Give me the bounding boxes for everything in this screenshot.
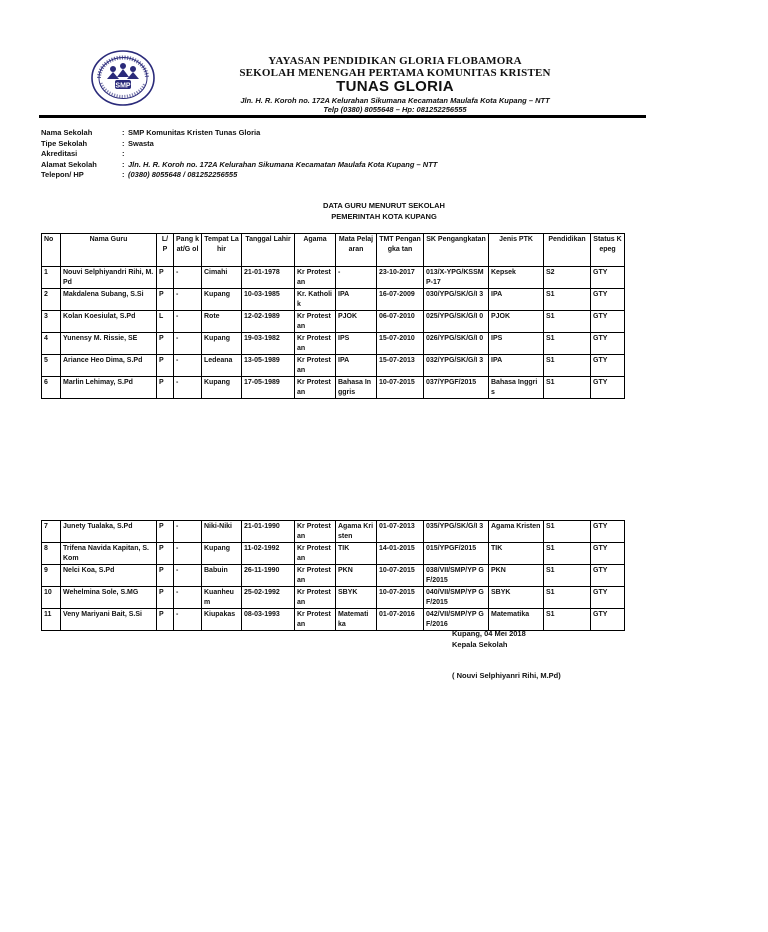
header-jenis-ptk: Jenis PTK — [489, 234, 544, 267]
cell-lp: P — [157, 333, 174, 355]
cell-jenis-ptk: IPA — [489, 355, 544, 377]
table-title: DATA GURU MENURUT SEKOLAH — [323, 201, 445, 210]
logo-text: SMP — [115, 82, 131, 90]
cell-tanggal-lahir: 12-02-1989 — [242, 311, 295, 333]
cell-no: 2 — [42, 289, 61, 311]
cell-lp: L — [157, 311, 174, 333]
cell-sk: 025/YPG/SK/G/I 0 — [424, 311, 489, 333]
cell-sk: 037/YPGF/2015 — [424, 377, 489, 399]
cell-no: 10 — [42, 587, 61, 609]
cell-status: GTY — [591, 377, 625, 399]
cell-tanggal-lahir: 21-01-1978 — [242, 267, 295, 289]
cell-pangkat: - — [174, 355, 202, 377]
cell-no: 3 — [42, 311, 61, 333]
cell-tempat-lahir: Kiupakas — [202, 609, 242, 631]
cell-agama: Kr Protestan — [295, 543, 336, 565]
cell-nama-guru: Yunensy M. Rissie, SE — [61, 333, 157, 355]
cell-status: GTY — [591, 609, 625, 631]
cell-pangkat: - — [174, 543, 202, 565]
cell-nama-guru: Trifena Navida Kapitan, S.Kom — [61, 543, 157, 565]
school-logo — [89, 49, 157, 107]
cell-tempat-lahir: Cimahi — [202, 267, 242, 289]
cell-tempat-lahir: Kupang — [202, 333, 242, 355]
cell-sk: 015/YPGF/2015 — [424, 543, 489, 565]
cell-agama: Kr. Katholik — [295, 289, 336, 311]
cell-nama-guru: Marlin Lehimay, S.Pd — [61, 377, 157, 399]
school-type: SEKOLAH MENENGAH PERTAMA KOMUNITAS KRISTEN — [239, 67, 551, 79]
cell-jenis-ptk: Kepsek — [489, 267, 544, 289]
cell-tmt: 23-10-2017 — [377, 267, 424, 289]
table-subtitle: PEMERINTAH KOTA KUPANG — [331, 212, 437, 221]
cell-tempat-lahir: Kupang — [202, 543, 242, 565]
header-tempat-lahir: Tempat Lahir — [202, 234, 242, 267]
cell-jenis-ptk: PKN — [489, 565, 544, 587]
cell-tanggal-lahir: 08-03-1993 — [242, 609, 295, 631]
table-row — [42, 289, 625, 311]
cell-lp: P — [157, 521, 174, 543]
cell-status: GTY — [591, 587, 625, 609]
header-no: No — [42, 234, 61, 267]
info-colon: : — [122, 149, 125, 158]
cell-nama-guru: Nelci Koa, S.Pd — [61, 565, 157, 587]
cell-agama: Kr Protestan — [295, 587, 336, 609]
cell-mata-pelajaran: Agama Kristen — [336, 521, 377, 543]
cell-no: 8 — [42, 543, 61, 565]
cell-tmt: 16-07-2009 — [377, 289, 424, 311]
cell-sk: 040/VII/SMP/YP GF/2015 — [424, 587, 489, 609]
cell-nama-guru: Nouvi Selphiyandri Rihi, M.Pd — [61, 267, 157, 289]
table-row — [42, 311, 625, 333]
header-sk: SK Pengangkatan — [424, 234, 489, 267]
cell-sk: 042/VII/SMP/YP GF/2016 — [424, 609, 489, 631]
cell-sk: 038/VII/SMP/YP GF/2015 — [424, 565, 489, 587]
info-colon: : — [122, 170, 125, 179]
cell-status: GTY — [591, 521, 625, 543]
table-row — [42, 267, 625, 289]
school-phone: Telp (0380) 8055648 – Hp: 081252256555 — [323, 105, 467, 114]
cell-nama-guru: Veny Mariyani Bait, S.Si — [61, 609, 157, 631]
cell-pangkat: - — [174, 565, 202, 587]
cell-tempat-lahir: Kuanheu m — [202, 587, 242, 609]
cell-status: GTY — [591, 333, 625, 355]
info-label: Akreditasi — [41, 149, 78, 158]
cell-status: GTY — [591, 267, 625, 289]
cell-lp: P — [157, 355, 174, 377]
cell-sk: 032/YPG/SK/G/I 3 — [424, 355, 489, 377]
cell-sk: 013/X-YPG/KSSMP-17 — [424, 267, 489, 289]
table-row — [42, 565, 625, 587]
cell-status: GTY — [591, 311, 625, 333]
teacher-table-page2 — [41, 520, 625, 631]
table-row — [42, 543, 625, 565]
cell-no: 1 — [42, 267, 61, 289]
table-header-row — [42, 234, 625, 267]
table-row — [42, 587, 625, 609]
cell-tmt: 14-01-2015 — [377, 543, 424, 565]
info-value: (0380) 8055648 / 081252256555 — [128, 170, 238, 179]
cell-agama: Kr Protestan — [295, 355, 336, 377]
table-row — [42, 521, 625, 543]
cell-sk: 030/YPG/SK/G/I 3 — [424, 289, 489, 311]
cell-pendidikan: S1 — [544, 333, 591, 355]
cell-status: GTY — [591, 565, 625, 587]
cell-lp: P — [157, 267, 174, 289]
info-value: SMP Komunitas Kristen Tunas Gloria — [128, 128, 261, 137]
cell-mata-pelajaran: IPA — [336, 355, 377, 377]
school-address: Jln. H. R. Koroh no. 172A Kelurahan Sikumana Kecamatan Maulafa Kota Kupang – NTT — [240, 96, 550, 105]
cell-pendidikan: S1 — [544, 521, 591, 543]
info-colon: : — [122, 138, 125, 148]
cell-tanggal-lahir: 26-11-1990 — [242, 565, 295, 587]
cell-lp: P — [157, 587, 174, 609]
cell-lp: P — [157, 565, 174, 587]
cell-tmt: 10-07-2015 — [377, 587, 424, 609]
info-colon: : — [122, 128, 125, 137]
cell-tanggal-lahir: 11-02-1992 — [242, 543, 295, 565]
cell-tanggal-lahir: 19-03-1982 — [242, 333, 295, 355]
cell-agama: Kr Protestan — [295, 377, 336, 399]
cell-tanggal-lahir: 25-02-1992 — [242, 587, 295, 609]
cell-mata-pelajaran: IPA — [336, 289, 377, 311]
cell-nama-guru: Kolan Koesiulat, S.Pd — [61, 311, 157, 333]
cell-sk: 035/YPG/SK/G/I 3 — [424, 521, 489, 543]
cell-pendidikan: S1 — [544, 289, 591, 311]
info-colon: : — [122, 159, 125, 169]
cell-tanggal-lahir: 10-03-1985 — [242, 289, 295, 311]
cell-status: GTY — [591, 355, 625, 377]
cell-pendidikan: S1 — [544, 377, 591, 399]
cell-jenis-ptk: Matematika — [489, 609, 544, 631]
cell-tempat-lahir: Kupang — [202, 377, 242, 399]
cell-tanggal-lahir: 17-05-1989 — [242, 377, 295, 399]
signature-name: ( Nouvi Selphiyanri Rihi, M.Pd) — [452, 671, 561, 680]
cell-no: 11 — [42, 609, 61, 631]
cell-pangkat: - — [174, 289, 202, 311]
cell-pendidikan: S1 — [544, 587, 591, 609]
table-row — [42, 333, 625, 355]
cell-agama: Kr Protestan — [295, 267, 336, 289]
header-lp: L/ P — [157, 234, 174, 267]
info-label: Alamat Sekolah — [41, 159, 97, 169]
cell-tmt: 01-07-2016 — [377, 609, 424, 631]
cell-lp: P — [157, 289, 174, 311]
cell-tempat-lahir: Ledeana — [202, 355, 242, 377]
cell-jenis-ptk: PJOK — [489, 311, 544, 333]
cell-tanggal-lahir: 21-01-1990 — [242, 521, 295, 543]
letterhead-divider — [39, 115, 646, 118]
header-tmt: TMT Pengangka tan — [377, 234, 424, 267]
info-label: Telepon/ HP — [41, 170, 84, 179]
cell-mata-pelajaran: IPS — [336, 333, 377, 355]
header-tanggal-lahir: Tanggal Lahir — [242, 234, 295, 267]
cell-jenis-ptk: TIK — [489, 543, 544, 565]
cell-pangkat: - — [174, 267, 202, 289]
cell-status: GTY — [591, 289, 625, 311]
cell-pendidikan: S1 — [544, 543, 591, 565]
cell-nama-guru: Ariance Heo Dima, S.Pd — [61, 355, 157, 377]
cell-pangkat: - — [174, 587, 202, 609]
info-label: Tipe Sekolah — [41, 138, 88, 148]
cell-tempat-lahir: Rote — [202, 311, 242, 333]
cell-pendidikan: S2 — [544, 267, 591, 289]
cell-mata-pelajaran: Matemati ka — [336, 609, 377, 631]
cell-tempat-lahir: Niki-Niki — [202, 521, 242, 543]
cell-tanggal-lahir: 13-05-1989 — [242, 355, 295, 377]
cell-tmt: 01-07-2013 — [377, 521, 424, 543]
cell-pangkat: - — [174, 521, 202, 543]
cell-agama: Kr Protestan — [295, 521, 336, 543]
table-row — [42, 609, 625, 631]
cell-nama-guru: Junety Tualaka, S.Pd — [61, 521, 157, 543]
cell-jenis-ptk: IPS — [489, 333, 544, 355]
cell-agama: Kr Protestan — [295, 311, 336, 333]
cell-no: 6 — [42, 377, 61, 399]
cell-tmt: 10-07-2015 — [377, 377, 424, 399]
cell-pangkat: - — [174, 311, 202, 333]
cell-pangkat: - — [174, 377, 202, 399]
cell-agama: Kr Protestan — [295, 333, 336, 355]
info-value: Swasta — [128, 138, 154, 148]
header-agama: Agama — [295, 234, 336, 267]
cell-pangkat: - — [174, 609, 202, 631]
cell-pendidikan: S1 — [544, 609, 591, 631]
cell-pendidikan: S1 — [544, 355, 591, 377]
info-value: Jln. H. R. Koroh no. 172A Kelurahan Sikumana Kecamatan Maulafa Kota Kupang – NTT — [128, 159, 438, 169]
header-status: Status Kepeg — [591, 234, 625, 267]
cell-jenis-ptk: Bahasa Inggris — [489, 377, 544, 399]
cell-no: 7 — [42, 521, 61, 543]
cell-jenis-ptk: SBYK — [489, 587, 544, 609]
teacher-table-page1 — [41, 233, 625, 399]
cell-tempat-lahir: Kupang — [202, 289, 242, 311]
cell-no: 9 — [42, 565, 61, 587]
cell-status: GTY — [591, 543, 625, 565]
cell-pendidikan: S1 — [544, 311, 591, 333]
cell-mata-pelajaran: - — [336, 267, 377, 289]
cell-mata-pelajaran: PJOK — [336, 311, 377, 333]
cell-tmt: 10-07-2015 — [377, 565, 424, 587]
cell-lp: P — [157, 377, 174, 399]
cell-tmt: 15-07-2013 — [377, 355, 424, 377]
header-pangkat: Pang kat/G ol — [174, 234, 202, 267]
signature-place-date: Kupang, 04 Mei 2018 — [452, 629, 526, 638]
header-pendidikan: Pendidikan — [544, 234, 591, 267]
signature-role: Kepala Sekolah — [452, 640, 508, 649]
cell-agama: Kr Protestan — [295, 609, 336, 631]
cell-lp: P — [157, 543, 174, 565]
table-row — [42, 377, 625, 399]
cell-pendidikan: S1 — [544, 565, 591, 587]
foundation-name: YAYASAN PENDIDIKAN GLORIA FLOBAMORA — [268, 55, 522, 67]
cell-no: 5 — [42, 355, 61, 377]
cell-nama-guru: Makdalena Subang, S.Si — [61, 289, 157, 311]
header-mata-pelajaran: Mata Pelajaran — [336, 234, 377, 267]
cell-tmt: 06-07-2010 — [377, 311, 424, 333]
school-name: TUNAS GLORIA — [336, 78, 454, 95]
table-row — [42, 355, 625, 377]
cell-mata-pelajaran: Bahasa Inggris — [336, 377, 377, 399]
cell-jenis-ptk: IPA — [489, 289, 544, 311]
cell-mata-pelajaran: PKN — [336, 565, 377, 587]
cell-mata-pelajaran: SBYK — [336, 587, 377, 609]
cell-tmt: 15-07-2010 — [377, 333, 424, 355]
header-nama-guru: Nama Guru — [61, 234, 157, 267]
cell-no: 4 — [42, 333, 61, 355]
cell-lp: P — [157, 609, 174, 631]
cell-pangkat: - — [174, 333, 202, 355]
cell-nama-guru: Wehelmina Sole, S.MG — [61, 587, 157, 609]
cell-mata-pelajaran: TIK — [336, 543, 377, 565]
cell-jenis-ptk: Agama Kristen — [489, 521, 544, 543]
cell-tempat-lahir: Babuin — [202, 565, 242, 587]
cell-sk: 026/YPG/SK/G/I 0 — [424, 333, 489, 355]
cell-agama: Kr Protestan — [295, 565, 336, 587]
info-label: Nama Sekolah — [41, 128, 93, 137]
